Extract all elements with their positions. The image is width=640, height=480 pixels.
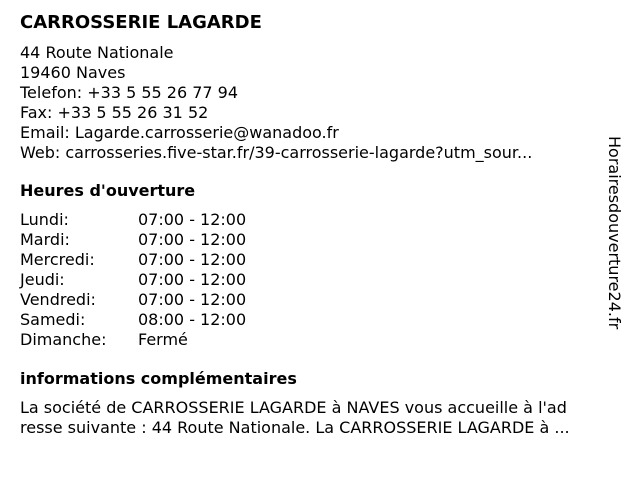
day-time: 07:00 - 12:00	[138, 210, 247, 229]
business-card	[20, 12, 610, 438]
day-label: Lundi:	[20, 210, 69, 229]
hours-row-monday	[20, 210, 610, 230]
address-city: 19460 Naves	[20, 63, 126, 82]
day-label: Mercredi:	[20, 250, 95, 269]
day-label: Jeudi:	[20, 270, 65, 289]
day-time: 07:00 - 12:00	[138, 270, 247, 289]
day-time: Fermé	[138, 330, 188, 349]
address-street: 44 Route Nationale	[20, 43, 174, 62]
hours-row-tuesday	[20, 230, 610, 250]
day-label: Vendredi:	[20, 290, 96, 309]
website-url: Web: carrosseries.five-star.fr/39-carrosserie-lagarde?utm_sour...	[20, 143, 533, 162]
hours-row-thursday	[20, 270, 610, 290]
additional-info-line-2: resse suivante : 44 Route Nationale. La CARROSSERIE LAGARDE à ...	[20, 418, 570, 437]
hours-row-wednesday	[20, 250, 610, 270]
site-watermark: Horairesdouverture24.fr	[605, 136, 624, 330]
day-time: 07:00 - 12:00	[138, 290, 247, 309]
hours-row-sunday	[20, 330, 610, 350]
fax-number: Fax: +33 5 55 26 31 52	[20, 103, 209, 122]
phone-number: Telefon: +33 5 55 26 77 94	[20, 83, 239, 102]
additional-info-heading: informations complémentaires	[20, 369, 297, 388]
hours-row-friday	[20, 290, 610, 310]
opening-hours-table	[20, 210, 610, 350]
hours-row-saturday	[20, 310, 610, 330]
business-name: CARROSSERIE LAGARDE	[20, 12, 262, 33]
day-label: Dimanche:	[20, 330, 107, 349]
day-label: Samedi:	[20, 310, 86, 329]
email-address: Email: Lagarde.carrosserie@wanadoo.fr	[20, 123, 339, 142]
opening-hours-heading: Heures d'ouverture	[20, 181, 196, 200]
day-time: 07:00 - 12:00	[138, 230, 247, 249]
day-time: 07:00 - 12:00	[138, 250, 247, 269]
day-time: 08:00 - 12:00	[138, 310, 247, 329]
day-label: Mardi:	[20, 230, 70, 249]
additional-info-line-1: La société de CARROSSERIE LAGARDE à NAVES vous accueille à l'ad	[20, 398, 567, 417]
